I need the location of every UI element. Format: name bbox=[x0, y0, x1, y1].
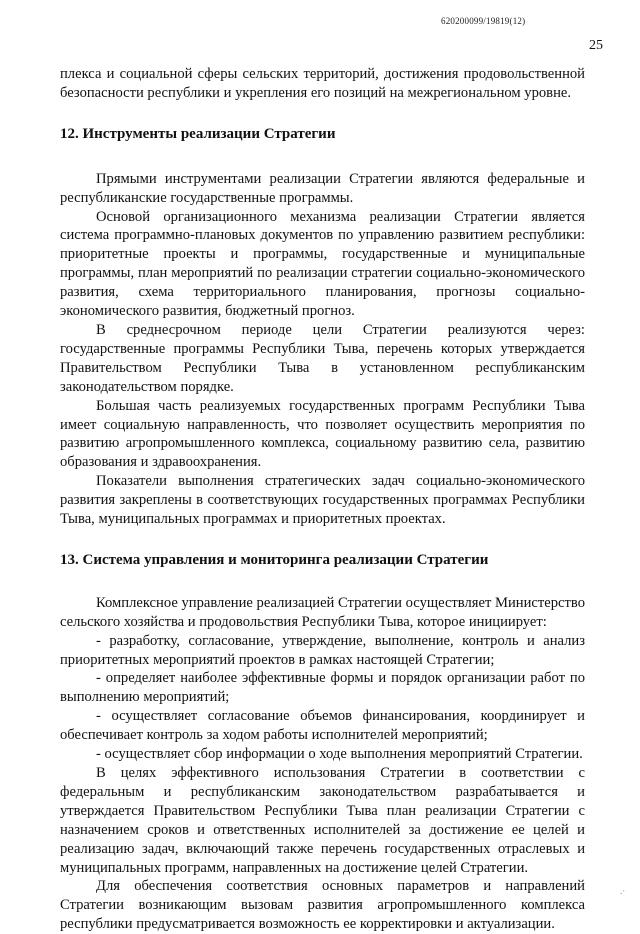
document-id: 620200099/19819(12) bbox=[441, 16, 526, 26]
section-13-list-item: - осуществляет сбор информации о ходе выполнения мероприятий Стратегии. bbox=[96, 746, 583, 763]
document-body bbox=[60, 65, 585, 934]
section-12-heading: 12. Инструменты реализации Стратегии bbox=[60, 125, 336, 142]
section-12-paragraph: Прямыми инструментами реализации Стратегии являются федеральные и республиканские государственные программы. bbox=[60, 170, 585, 206]
page-number: 25 bbox=[589, 38, 603, 53]
section-12-paragraph: Показатели выполнения стратегических задач социально-экономического развития закреплены в соответствующих государственных программах Республики Тыва, муниципальных программах и приоритетных проектах. bbox=[60, 473, 585, 528]
continued-paragraph: плекса и социальной сферы сельских территорий, достижения продовольственной безопасности республики и укрепления его позиций на межрегиональном уровне. bbox=[60, 66, 585, 101]
section-13-list-item: - определяет наиболее эффективные формы и порядок организации работ по выполнению мероприятий; bbox=[60, 670, 585, 706]
section-12-paragraph: В среднесрочном периоде цели Стратегии реализуются через: государственные программы Республики Тыва, перечень которых утверждается Правительством Республики Тыва в установленном республиканским законодательством порядке. bbox=[60, 321, 585, 395]
section-13-paragraph: В целях эффективного использования Стратегии в соответствии с федеральным и республиканским законодательством разрабатывается и утверждается Правительством Республики Тыва план реализации Стратегии с назначением сроков и ответственных исполнителей за достижение ее целей и реализацию задач, включающий также перечень государственных отраслевых и муниципальных программ, направленных на достижение целей Стратегии. bbox=[60, 765, 585, 876]
section-12-paragraph: Большая часть реализуемых государственных программ Республики Тыва имеет социальную направленность, что позволяет осуществить мероприятия по развитию агропромышленного комплекса, социальному развитию села, развитию образования и здравоохранения. bbox=[60, 397, 585, 471]
section-13-paragraph: Для обеспечения соответствия основных параметров и направлений Стратегии возникающим вызовам развития агропромышленного комплекса республики предусматривается возможность ее корректировки и актуализации. bbox=[60, 878, 585, 933]
scan-mark: .· bbox=[620, 886, 626, 896]
section-13-heading: 13. Система управления и мониторинга реализации Стратегии bbox=[60, 551, 489, 568]
section-13-list-item: - разработку, согласование, утверждение, выполнение, контроль и анализ приоритетных мероприятий проектов в рамках настоящей Стратегии; bbox=[60, 632, 585, 668]
section-12-paragraph: Основой организационного механизма реализации Стратегии является система программно-плановых документов по управлению развитием республики: приоритетные проекты и программы, государственные и муниципальные программы, план мероприятий по реализации стратегии социально-экономического развития, схема территориального планирования, прогнозы социально-экономического развития, бюджетный прогноз. bbox=[60, 208, 585, 320]
section-13-list-item: - осуществляет согласование объемов финансирования, координирует и обеспечивает контроль за ходом работы исполнителей мероприятий; bbox=[60, 708, 585, 744]
section-13-paragraph: Комплексное управление реализацией Стратегии осуществляет Министерство сельского хозяйства и продовольствия Республики Тыва, которое инициирует: bbox=[60, 594, 585, 630]
